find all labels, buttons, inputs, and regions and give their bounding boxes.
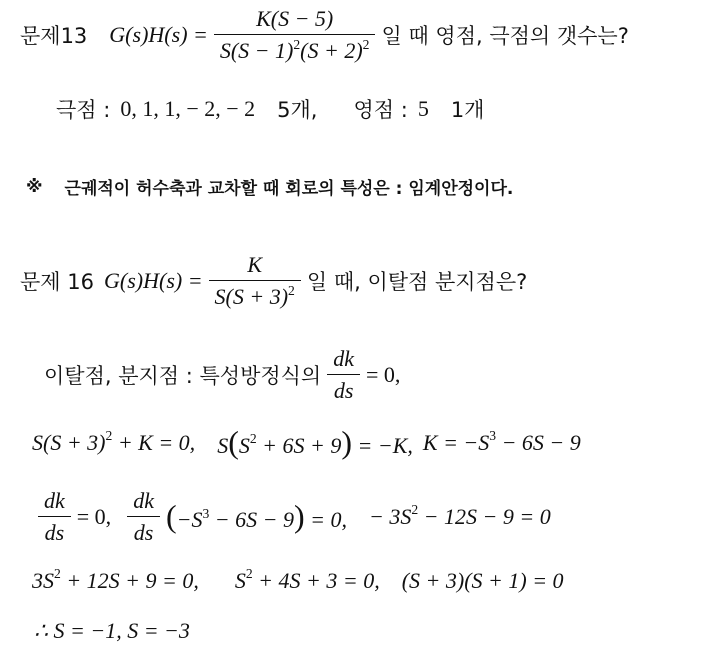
fraction-bar [214, 34, 376, 35]
problem16-denominator: $S(S + 3)^2$ [214, 282, 295, 310]
problem13-denominator: $S(S - 1)^2(S + 2)^2$ [219, 36, 370, 64]
eq3-c: (S + 3)(S + 1) = 0 [401, 568, 564, 593]
zeros-count: 1개 [450, 98, 485, 122]
problem16-lhs: G(s)H(s) = [103, 267, 203, 293]
poles-values: 0, 1, 1, − 2, − 2 [120, 96, 256, 121]
dk-numerator: dk [133, 488, 154, 513]
derivative-denominator: ds [333, 378, 354, 404]
poles-label: 극점 : [56, 98, 111, 122]
eq2-a: = 0, [76, 503, 112, 529]
derivative-fraction [327, 346, 360, 404]
solution-line-4 [34, 618, 190, 644]
problem16-question: 일 때, 이탈점 분지점은? [306, 269, 528, 294]
dk-ds-fraction-2 [127, 488, 160, 546]
solution-intro-label: 이탈점, 분지점 : 특성방정식의 [44, 363, 322, 388]
fraction-bar [38, 516, 71, 517]
problem13-question: 일 때 영점, 극점의 갯수는? [381, 23, 629, 48]
ds-denominator: ds [44, 520, 65, 546]
solution-line-2 [32, 488, 551, 546]
eq1-b: $S(S^2 + 6S + 9) = -K$, [217, 424, 413, 460]
eq3-b: $S^2 + 4S + 3 = 0$, [234, 566, 380, 593]
zeros-values: 5 [417, 96, 429, 121]
solution-line-3 [32, 568, 564, 594]
problem16-numerator: K [247, 252, 263, 277]
problem16-label: 문제 16 [20, 269, 94, 294]
eq2-c: − $3S^2 - 12S - 9 = 0$ [369, 502, 551, 529]
fraction-bar [127, 516, 160, 517]
note-symbol: ※ [26, 176, 43, 197]
solution-intro-line [44, 346, 400, 404]
solution-line-1 [32, 426, 581, 459]
problem13-fraction [214, 6, 376, 64]
problem13-label: 문제13 [20, 23, 88, 48]
fraction-bar [209, 280, 301, 281]
poles-count: 5개, [277, 98, 318, 122]
fraction-bar [327, 374, 360, 375]
eq2-b: $(-S^3 - 6S - 9) = 0$, [165, 498, 347, 535]
problem13-lhs: G(s)H(s) = [109, 21, 208, 47]
ds-denominator: ds [133, 520, 154, 546]
note-text: 근궤적이 허수축과 교차할 때 회로의 특성은 : 임계안정이다. [64, 179, 514, 199]
dk-numerator: dk [44, 488, 65, 513]
problem13-numerator: K(S − 5) [256, 6, 334, 31]
eq3-a: $3S^2 + 12S + 9 = 0$, [32, 566, 199, 593]
answer13-line [56, 94, 484, 124]
problem16-fraction [209, 252, 301, 310]
derivative-numerator: dk [333, 346, 354, 371]
eq1-a: $S(S + 3)^2 + K = 0$, [32, 427, 196, 455]
dk-ds-fraction-1 [38, 488, 71, 546]
zeros-label: 영점 : [353, 98, 408, 122]
problem16-line [20, 252, 527, 310]
solution-intro-tail: = 0, [365, 361, 401, 387]
problem13-line [20, 6, 629, 64]
eq1-c: $K = -S^3 - 6S - 9$ [422, 427, 581, 455]
note-line [26, 174, 513, 199]
conclusion: ∴ S = −1, S = −3 [34, 618, 190, 643]
